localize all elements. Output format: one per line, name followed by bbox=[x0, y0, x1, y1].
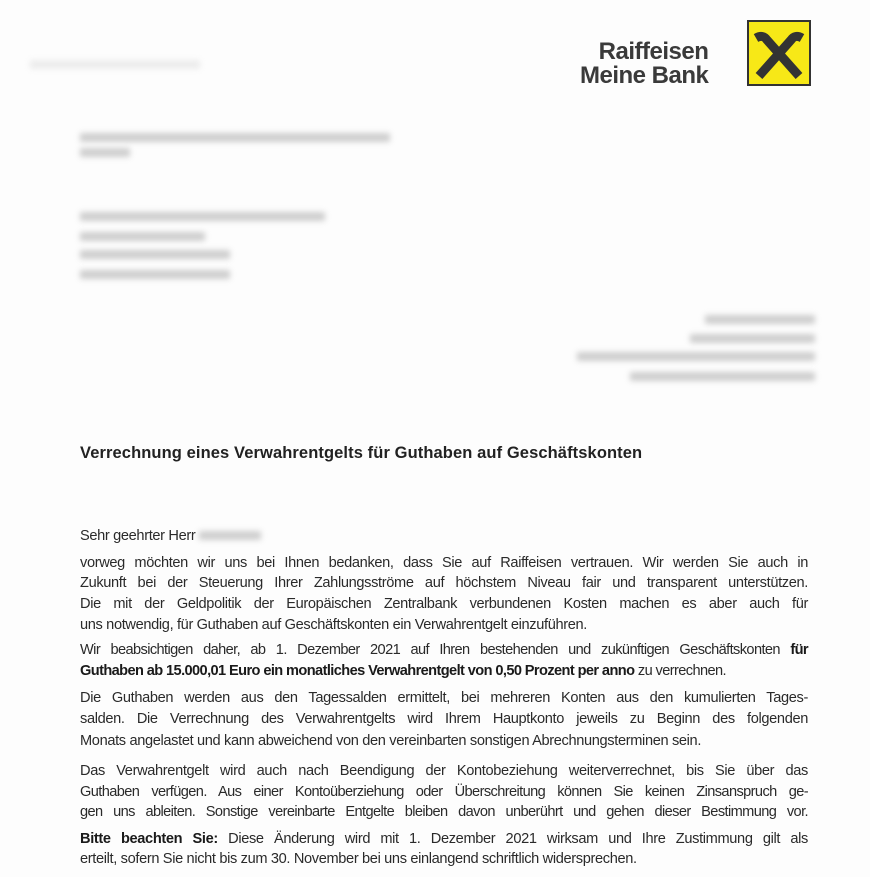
paragraph-line: salden. Die Verrechnung des Verwahrentgelts wird Ihrem Hauptkonto jeweils zu Beginn des folgenden bbox=[80, 711, 808, 727]
redacted-address bbox=[80, 270, 230, 279]
bank-logo-text bbox=[580, 40, 708, 88]
redacted-date bbox=[577, 352, 815, 361]
redacted-address bbox=[80, 250, 230, 259]
paragraph-line: gen uns ableiten. Sonstige vereinbarte Entgelte bleiben davon unberührt und gehen dieser Bestimmung vor. bbox=[80, 804, 808, 820]
raiffeisen-gable-cross-icon bbox=[747, 20, 811, 86]
redacted-date bbox=[690, 334, 815, 343]
logo-line-1: Raiffeisen bbox=[598, 38, 709, 65]
paragraph-line: Monats angelastet und kann abweichend von den vereinbarten sonstigen Abrechnungsterminen sein. bbox=[80, 733, 702, 749]
paragraph-line: Zukunft bei der Steuerung Ihrer Zahlungsströme auf höchstem Niveau fair und transparent unterstützen. bbox=[80, 575, 808, 591]
salutation: Sehr geehrter Herr bbox=[80, 527, 808, 545]
paragraph-line: vorweg möchten wir uns bei Ihnen bedanken, dass Sie auf Raiffeisen vertrauen. Wir werden Sie auch in bbox=[80, 555, 808, 571]
redacted-date bbox=[630, 372, 815, 381]
redacted-sender bbox=[80, 148, 130, 157]
paragraph-line: uns notwendig, für Guthaben auf Geschäftskonten ein Verwahrentgelt einzuführen. bbox=[80, 617, 587, 633]
paragraph-line: Guthaben ab 15.000,01 Euro ein monatliches Verwahrentgelt von 0,50 Prozent per anno zu verrechnen. bbox=[80, 663, 727, 679]
paragraph-line: Bitte beachten Sie: Diese Änderung wird mit 1. Dezember 2021 wirksam und Ihre Zustimmung gilt als bbox=[80, 831, 808, 847]
paragraph-line: Wir beabsichtigen daher, ab 1. Dezember 2021 auf Ihren bestehenden und zukünftigen Geschäftskonten für bbox=[80, 642, 808, 658]
paragraph-line: Die Guthaben werden aus den Tagessalden ermittelt, bei mehreren Konten aus den kumulierten Tages- bbox=[80, 690, 808, 706]
paragraph-line: Guthaben verfügen. Aus einer Kontoüberziehung oder Überschreitung können Sie keinen Zinsanspruch ge- bbox=[80, 784, 808, 800]
redacted-sender bbox=[80, 133, 390, 142]
redacted-address bbox=[80, 232, 205, 241]
redacted-address bbox=[80, 212, 325, 221]
paragraph-line: Das Verwahrentgelt wird auch nach Beendigung der Kontobeziehung weiterverrechnet, bis Sie über das bbox=[80, 763, 808, 779]
paragraph-line: erteilt, sofern Sie nicht bis zum 30. November bei uns einlangend schriftlich widersprechen. bbox=[80, 851, 637, 867]
paragraph-line: Die mit der Geldpolitik der Europäischen Zentralbank verbundenen Kosten machen es aber auch für bbox=[80, 596, 808, 612]
logo-line-2: Meine Bank bbox=[580, 62, 709, 89]
redacted-date bbox=[705, 315, 815, 324]
redacted-header bbox=[30, 60, 200, 69]
letter-subject: Verrechnung eines Verwahrentgelts für Guthaben auf Geschäftskonten bbox=[80, 444, 643, 462]
